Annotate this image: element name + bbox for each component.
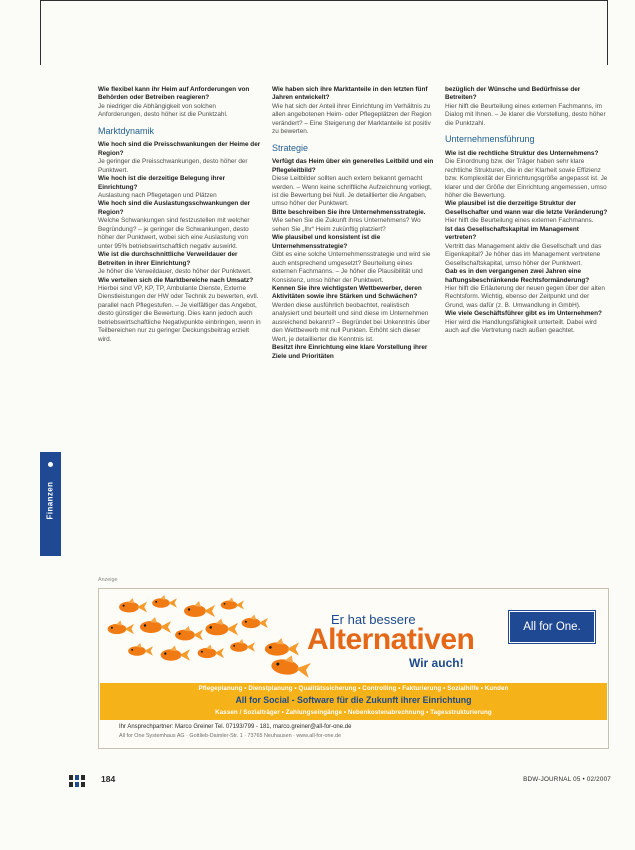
question: Wie hoch ist die derzeitige Belegung ihrer Einrichtung? — [98, 175, 226, 191]
journal-reference: BDW-JOURNAL 05 • 02/2007 — [523, 776, 611, 783]
answer: Je höher die Verweildauer, desto höher der Punktwert. — [98, 268, 252, 276]
article-column-3 — [445, 86, 608, 336]
ad-band-slogan: All for Social - Software für die Zukunft ihrer Einrichtung — [235, 695, 472, 705]
answer: Hierbei sind VP, KP, TP, Ambulante Dienste, Externe Dienstleistungen der HW oder Technik zu bewerten, evtl. parallel nach Pflegestufen. – Je vielfältiger das Angebot, desto günstiger die Bewertung. Dies kann jedoch auch betriebswirtschaftliche Negativpunkte einbringen, wenn in Teilbereichen nur zu geringer Deckungsbeitrag erzielt wird. — [98, 284, 261, 343]
answer: Hier hilft die Erläuterung der neuen gegen über der alten Rechtsform. Wichtig, ebenso der Zeitpunkt und der Grund, was dafür (z. B. Umwandlung in GmbH). — [445, 284, 605, 309]
question: Wie haben sich ihre Marktanteile in den letzten fünf Jahren entwickelt? — [272, 86, 428, 102]
section-heading: Unternehmensführung — [445, 134, 535, 145]
advertisement[interactable] — [98, 588, 609, 749]
answer: Welche Schwankungen sind festzustellen mit welcher Begründung? – je geringer die Schwankungen, desto höher der Punktwert, wobei sich eine Auslastung von unter 95% betriebswirtschaftlich negativ auswirkt. — [98, 217, 250, 250]
question: Wie hoch sind die Preisschwankungen der Heime der Region? — [98, 141, 261, 157]
question: Bitte beschreiben Sie ihre Unternehmensstrategie. — [272, 208, 426, 216]
ad-company-address: All for One Systemhaus AG · Gottlieb-Daimler-Str. 1 · 73765 Neuhausen · www.all-for-one.de — [119, 733, 342, 739]
section-tab — [40, 452, 61, 556]
answer: Vertritt das Management aktiv die Gesellschaft und das Eigenkapital? Je höher das im Management vertretene Gesellschaftskapital, umso höher der Punktwert. — [445, 242, 602, 267]
question: Wie viele Geschäftsführer gibt es im Unternehmen? — [445, 310, 602, 318]
question: Besitzt ihre Einrichtung eine klare Vorstellung ihrer Ziele und Prioritäten — [272, 344, 428, 360]
ad-band-features-bottom: Kassen / Sozialträger • Zahlungseingänge • Nebenkostenabrechnung • Tagesstrukturierung — [215, 709, 492, 716]
question: Wie plausibel ist die derzeitige Struktur der Gesellschafter und wann war die letzte Veränderung? — [445, 200, 608, 216]
section-heading: Marktdynamik — [98, 125, 155, 136]
ad-headline-line3: Wir auch! — [409, 656, 464, 670]
ad-contact-person: Ihr Ansprechpartner: Marco Greiner Tel. 07193/799 - 181, marco.greiner@all-for-one.de — [119, 724, 352, 730]
ad-label: Anzeige — [98, 577, 118, 583]
answer: Hier wird die Handlungsfähigkeit unterteilt. Dabei wird auch auf die Vertretung nach außen geachtet. — [445, 318, 597, 335]
answer: Gibt es eine solche Unternehmensstrategie und wird sie auch entsprechend umgesetzt? Beurteilung eines externen Fachmanns. – Je höher die Plausibilität und Konsistenz, umso höher der Punktwert. — [272, 251, 431, 284]
top-rule — [40, 0, 607, 1]
answer: Hier hilft die Beurteilung eines externen Fachmanns. — [445, 217, 594, 225]
question: Ist das Gesellschaftskapital im Management vertreten? — [445, 225, 579, 242]
answer: Je geringer die Preisschwankungen, desto höher der Punktwert. — [98, 158, 248, 174]
question: Wie plausibel und konsistent ist die Unternehmensstrategie? — [272, 234, 381, 250]
question: Wie verteilen sich die Marktbereiche nach Umsatz? — [98, 276, 254, 284]
answer: Auslastung nach Pflegetagen und Plätzen — [98, 191, 217, 199]
section-tab-label: Finanzen — [45, 481, 55, 520]
question: bezüglich der Wünsche und Bedürfnisse der Betreiten? — [445, 86, 581, 102]
question: Gab es in den vergangenen zwei Jahren eine haftungsbeschränkende Rechtsformänderung? — [445, 268, 590, 284]
article-column-2 — [272, 86, 435, 361]
ad-band-features-top: Pflegeplanung • Dienstplanung • Qualitätssicherung • Controlling • Fakturierung • Sozialhilfe • Kunden — [198, 685, 509, 692]
page-number: 184 — [101, 774, 116, 784]
question: Wie flexibel kann ihr Heim auf Anforderungen von Behörden oder Betreiben reagieren? — [98, 86, 250, 102]
all-for-one-logo[interactable]: All for One. — [509, 611, 595, 643]
article-column-1 — [98, 86, 261, 344]
question: Wie ist die rechtliche Struktur des Unternehmens? — [445, 149, 599, 157]
ad-yellow-band — [100, 683, 607, 720]
journal-logo-icon — [69, 775, 89, 787]
question: Verfügt das Heim über ein generelles Leitbild und ein Pflegeleitbild? — [272, 158, 434, 174]
section-heading: Strategie — [272, 142, 309, 153]
ad-headline-line1: Er hat bessere — [331, 612, 416, 627]
answer: Wie sehen Sie die Zukunft ihres Unternehmens? Wo sehen Sie „Ihr“ Heim zukünftig platziert? — [272, 217, 421, 233]
right-rule — [607, 0, 608, 65]
answer: Wie hat sich der Anteil ihrer Einrichtung im Verhältnis zu allen angebotenen Heim- oder Pflegeplätzen der Region verändert? – Eine Steigerung der Marktanteile ist positiv zu bewerten. — [272, 102, 432, 136]
answer: Die Einordnung bzw. der Träger haben sehr klare rechtliche Strukturen, die in der Klarheit sowie Effizienz bzw. Komplexität der Einrichtungsgröße angepasst ist. Je klarer und der Größe der Einrichtung angemessen, umso höher die Bewertung. — [445, 158, 608, 199]
question: Kennen Sie ihre wichtigsten Wettbewerber, deren Aktivitäten sowie ihre Stärken und Schwächen? — [272, 284, 422, 301]
ad-headline-line2: Alternativen — [307, 623, 475, 656]
question: Wie ist die durchschnittliche Verweildauer der Betreiten in ihrer Einrichtung? — [98, 251, 238, 267]
left-rule — [40, 0, 41, 65]
answer: Hier hilft die Beurteilung eines externen Fachmanns, im Dialog mit Ihnen. – Je klarer die Vorstellung, desto höher die Punktzahl. — [445, 102, 606, 127]
answer: Werden diese ausführlich beobachtet, realistisch analysiert und beurteilt und sind diese im Unternehmen ausreichend bekannt? – Begründet bei Unkenntnis über den Wettbewerb mit null Punkten. Erhöht sich dieser Wert, je detaillierter die Kenntnis ist. — [272, 301, 431, 343]
question: Wie hoch sind die Auslastungsschwankungen der Region? — [98, 200, 251, 216]
answer: Je niedriger die Abhängigkeit von solchen Anforderungen, desto höher ist die Punktzahl. — [98, 102, 228, 119]
answer: Diese Leitbilder sollten auch extern bekannt gemacht werden. – Wenn keine schriftliche Aufzeichnung vorliegt, ist die Bewertung bei Null. Je detaillierter die Angaben, umso höher der Punktwert. — [272, 175, 432, 208]
